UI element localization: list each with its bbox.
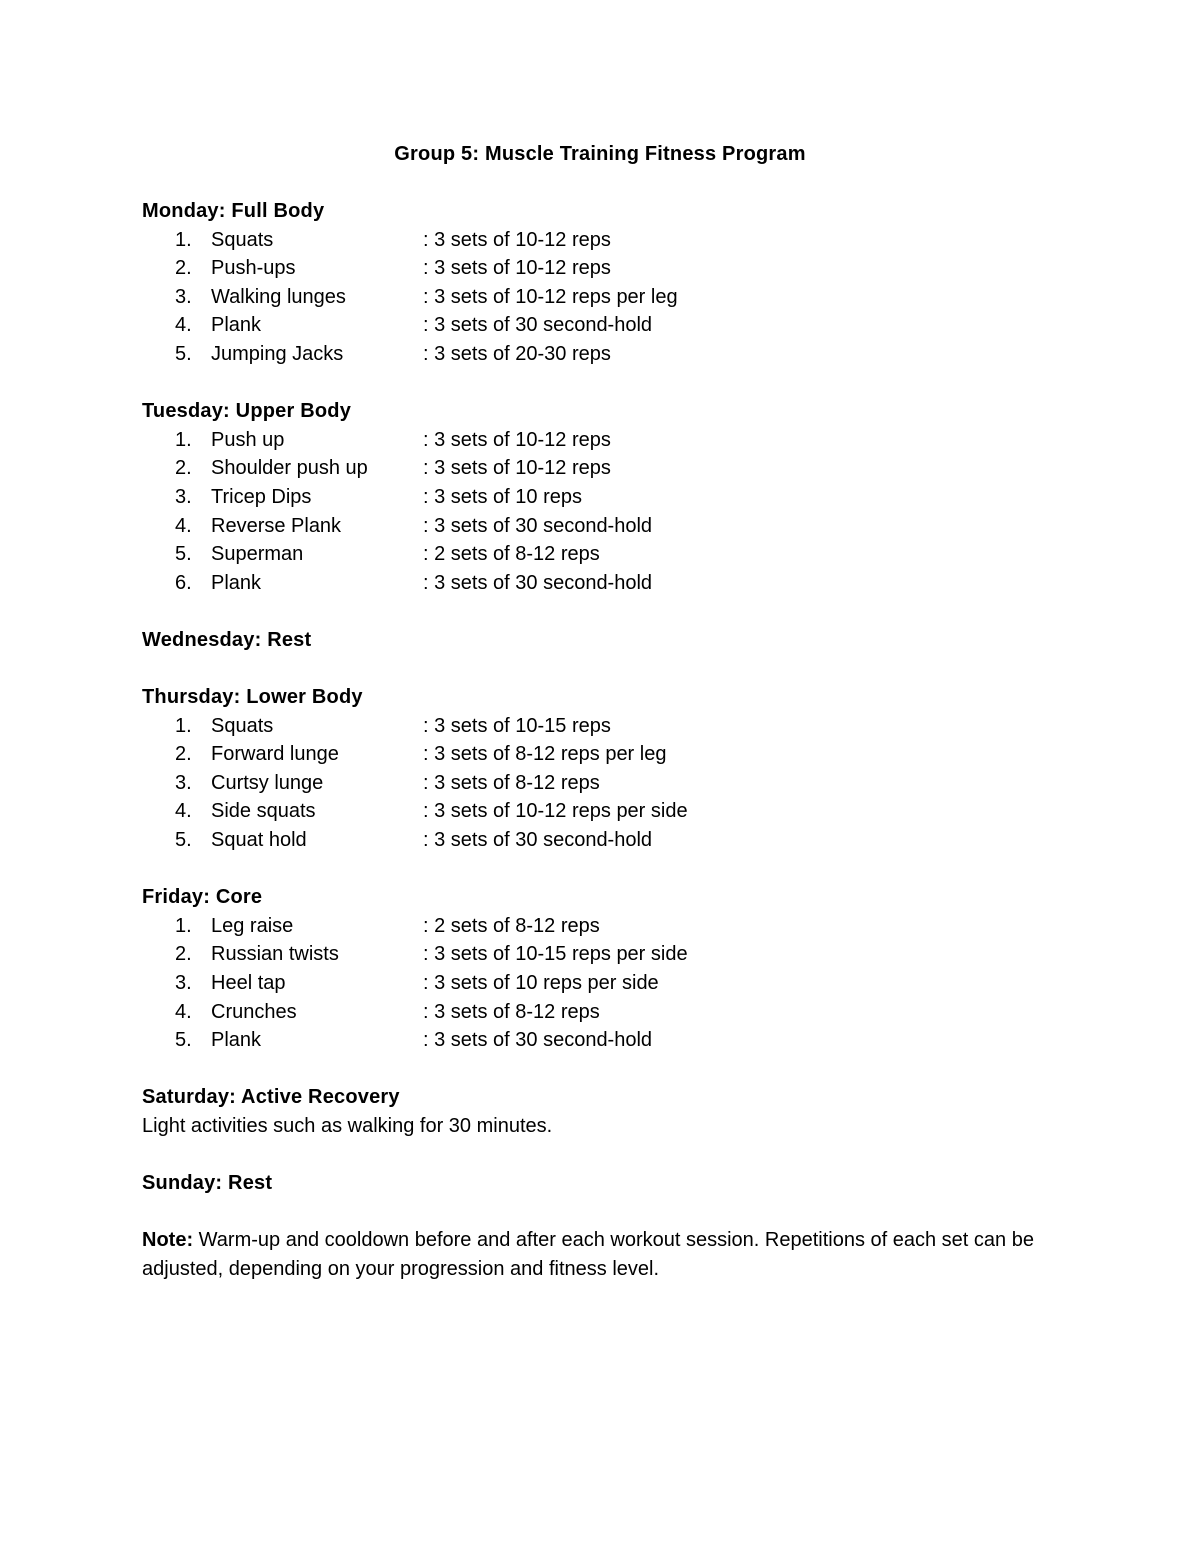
day-heading: Thursday: Lower Body xyxy=(142,686,363,709)
exercise-item xyxy=(142,340,1062,369)
sunday-section xyxy=(142,1169,1062,1198)
exercise-item xyxy=(142,712,1062,741)
exercise-number: 2. xyxy=(175,457,192,480)
day-heading: Friday: Core xyxy=(142,886,263,909)
exercise-name: Push-ups xyxy=(211,257,296,280)
exercise-name: Russian twists xyxy=(211,943,339,966)
exercise-name: Side squats xyxy=(211,800,316,823)
exercise-item xyxy=(142,569,1062,598)
exercise-name: Forward lunge xyxy=(211,743,339,766)
exercise-name: Tricep Dips xyxy=(211,485,312,508)
exercise-detail: : 3 sets of 10 reps per side xyxy=(423,972,659,995)
exercise-name: Plank xyxy=(211,1029,262,1052)
exercise-name: Push up xyxy=(211,428,285,451)
exercise-item xyxy=(142,512,1062,541)
exercise-item xyxy=(142,769,1062,798)
exercise-name: Plank xyxy=(211,314,262,337)
exercise-detail: : 3 sets of 8-12 reps xyxy=(423,1000,600,1023)
exercise-name: Shoulder push up xyxy=(211,457,368,480)
exercise-name: Heel tap xyxy=(211,972,286,995)
note-text: Warm-up and cooldown before and after each workout session. Repetitions of each set can be adjusted, depending on your progression and fitness level. xyxy=(142,1229,1034,1280)
exercise-number: 2. xyxy=(175,743,192,766)
exercise-number: 4. xyxy=(175,314,192,337)
exercise-number: 2. xyxy=(175,943,192,966)
exercise-detail: : 2 sets of 8-12 reps xyxy=(423,914,600,937)
exercise-number: 2. xyxy=(175,257,192,280)
exercise-detail: : 3 sets of 10-15 reps per side xyxy=(423,943,688,966)
exercise-number: 3. xyxy=(175,285,192,308)
exercise-detail: : 2 sets of 8-12 reps xyxy=(423,543,600,566)
day-section xyxy=(142,883,1062,1055)
exercise-name: Leg raise xyxy=(211,914,294,937)
exercise-item xyxy=(142,454,1062,483)
exercise-detail: : 3 sets of 8-12 reps xyxy=(423,771,600,794)
exercise-detail: : 3 sets of 10-12 reps per leg xyxy=(423,285,678,308)
exercise-detail: : 3 sets of 30 second-hold xyxy=(423,571,653,594)
document-body xyxy=(142,197,1062,1284)
exercise-number: 1. xyxy=(175,714,192,737)
exercise-detail: : 3 sets of 30 second-hold xyxy=(423,1029,653,1052)
exercise-number: 1. xyxy=(175,914,192,937)
exercise-name: Curtsy lunge xyxy=(211,771,324,794)
note-label: Note: xyxy=(142,1229,194,1252)
exercise-number: 3. xyxy=(175,972,192,995)
exercise-item xyxy=(142,426,1062,455)
exercise-item xyxy=(142,940,1062,969)
exercise-detail: : 3 sets of 10-15 reps xyxy=(423,714,611,737)
day-section xyxy=(142,197,1062,369)
exercise-number: 4. xyxy=(175,514,192,537)
exercise-number: 6. xyxy=(175,571,192,594)
exercise-detail: : 3 sets of 20-30 reps xyxy=(423,342,611,365)
exercise-detail: : 3 sets of 30 second-hold xyxy=(423,514,653,537)
exercise-detail: : 3 sets of 10-12 reps xyxy=(423,228,611,251)
exercise-name: Squat hold xyxy=(211,829,307,852)
exercise-item xyxy=(142,311,1062,340)
exercise-item xyxy=(142,283,1062,312)
day-heading: Wednesday: Rest xyxy=(142,628,312,651)
exercise-number: 5. xyxy=(175,342,192,365)
exercise-name: Superman xyxy=(211,543,304,566)
exercise-item xyxy=(142,969,1062,998)
exercise-detail: : 3 sets of 8-12 reps per leg xyxy=(423,743,667,766)
day-section xyxy=(142,683,1062,855)
weekly-schedule xyxy=(142,197,1062,1055)
exercise-detail: : 3 sets of 30 second-hold xyxy=(423,314,653,337)
exercise-item xyxy=(142,826,1062,855)
exercise-detail: : 3 sets of 10-12 reps xyxy=(423,257,611,280)
day-heading: Monday: Full Body xyxy=(142,200,325,222)
exercise-item xyxy=(142,226,1062,255)
day-heading: Saturday: Active Recovery xyxy=(142,1086,400,1109)
exercise-number: 3. xyxy=(175,485,192,508)
exercise-item xyxy=(142,540,1062,569)
exercise-name: Crunches xyxy=(211,1000,297,1023)
exercise-detail: : 3 sets of 30 second-hold xyxy=(423,829,653,852)
exercise-number: 5. xyxy=(175,543,192,566)
exercise-number: 1. xyxy=(175,428,192,451)
exercise-number: 5. xyxy=(175,1029,192,1052)
exercise-name: Jumping Jacks xyxy=(211,342,344,365)
exercise-number: 1. xyxy=(175,228,192,251)
exercise-name: Walking lunges xyxy=(211,285,346,308)
exercise-detail: : 3 sets of 10-12 reps xyxy=(423,428,611,451)
exercise-name: Squats xyxy=(211,714,274,737)
day-section xyxy=(142,397,1062,597)
day-section xyxy=(142,626,1062,655)
exercise-name: Plank xyxy=(211,571,262,594)
exercise-item xyxy=(142,740,1062,769)
note-paragraph xyxy=(142,1226,1062,1283)
exercise-item xyxy=(142,998,1062,1027)
exercise-item xyxy=(142,1026,1062,1055)
exercise-number: 4. xyxy=(175,800,192,823)
day-heading: Sunday: Rest xyxy=(142,1172,273,1195)
exercise-item xyxy=(142,912,1062,941)
exercise-name: Reverse Plank xyxy=(211,514,342,537)
exercise-detail: : 3 sets of 10 reps xyxy=(423,485,582,508)
exercise-number: 5. xyxy=(175,829,192,852)
exercise-name: Squats xyxy=(211,228,274,251)
saturday-section xyxy=(142,1083,1062,1140)
exercise-item xyxy=(142,483,1062,512)
document-title: Group 5: Muscle Training Fitness Program xyxy=(394,143,806,165)
exercise-item xyxy=(142,797,1062,826)
saturday-description: Light activities such as walking for 30 minutes. xyxy=(142,1115,553,1137)
exercise-detail: : 3 sets of 10-12 reps xyxy=(423,457,611,480)
exercise-detail: : 3 sets of 10-12 reps per side xyxy=(423,800,688,823)
exercise-number: 3. xyxy=(175,771,192,794)
day-heading: Tuesday: Upper Body xyxy=(142,400,352,423)
exercise-number: 4. xyxy=(175,1000,192,1023)
exercise-item xyxy=(142,254,1062,283)
